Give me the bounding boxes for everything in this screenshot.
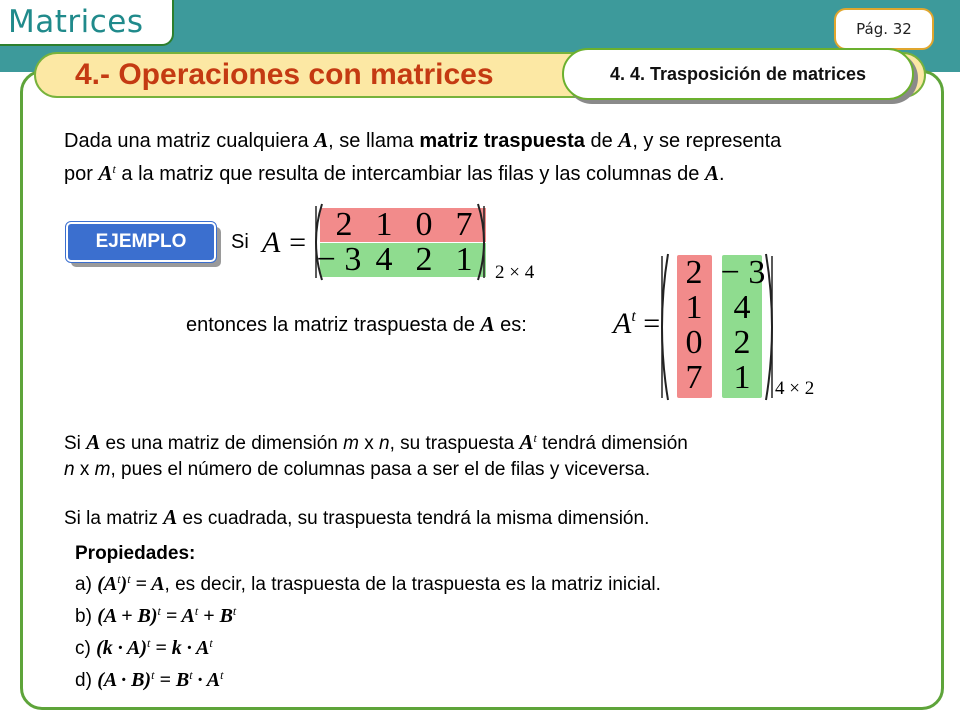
- matrix-a-cell: 4: [375, 241, 393, 278]
- property-b: b) $(A + B)^t = A^t + B^t$: [75, 604, 237, 627]
- intro-paragraph: [64, 126, 944, 189]
- matrix-at-cell: 2: [733, 324, 751, 361]
- matrix-a-cell: − 3: [316, 241, 362, 278]
- matrix-a-cell: 0: [415, 206, 433, 243]
- brand-label: Matrices: [0, 0, 174, 46]
- matrix-at-cell: 7: [685, 359, 703, 396]
- property-d: d) $(A \cdot B)^t = B^t \cdot A^t$: [75, 668, 224, 691]
- si-label: Si: [231, 231, 249, 253]
- square-paragraph: Si la matriz A es cuadrada, su traspuesta tendrá la misma dimensión.: [64, 505, 650, 529]
- matrix-a-cell: 2: [415, 241, 433, 278]
- matrix-at-cell: 1: [685, 289, 703, 326]
- property-c: c) $(k \cdot A)^t = k \cdot A^t$: [75, 636, 213, 659]
- matrix-a-cell: 2: [335, 206, 353, 243]
- page-number: Pág. 32: [834, 8, 934, 50]
- matrix-a-lhs: A =: [262, 226, 308, 259]
- properties-title: Propiedades:: [75, 543, 196, 564]
- section-subtitle: 4. 4. Trasposición de matrices: [562, 48, 914, 100]
- dimension-at: 4 × 2: [775, 378, 815, 399]
- matrix-a-cell: 1: [455, 241, 473, 278]
- matrix-at-cell: − 3: [720, 254, 766, 291]
- example-badge: EJEMPLO: [66, 222, 216, 262]
- page-title: 4.- Operaciones con matrices: [75, 58, 494, 91]
- dimension-line-2: n x m, pues el número de columnas pasa a ser el de filas y viceversa.: [64, 459, 651, 480]
- matrix-at-cell: 0: [685, 324, 703, 361]
- matrix-a-cell: 7: [455, 206, 473, 243]
- dimension-line-1: Si A es una matriz de dimensión m x n, su traspuesta $A^t$ tendrá dimensión: [64, 430, 688, 454]
- matrix-at-cell: 1: [733, 359, 751, 396]
- intro-line-1: Dada una matriz cualquiera A, se llama matriz traspuesta de A, y se representa: [64, 128, 782, 152]
- dimension-paragraph: [64, 429, 688, 483]
- matrix-at-cell: 2: [685, 254, 703, 291]
- matrix-at-lhs: $A^t$ =: [613, 307, 661, 340]
- transpose-sentence: entonces la matriz traspuesta de A es:: [186, 312, 527, 336]
- property-a: a) $(A^t)^t = A$, es decir, la traspuesta de la traspuesta es la matriz inicial.: [75, 572, 661, 595]
- intro-line-2: por $A^t$ a la matriz que resulta de intercambiar las filas y las columnas de A.: [64, 161, 725, 185]
- dimension-a: 2 × 4: [495, 262, 535, 283]
- matrix-a-cell: 1: [375, 206, 393, 243]
- matrix-at-cell: 4: [733, 289, 751, 326]
